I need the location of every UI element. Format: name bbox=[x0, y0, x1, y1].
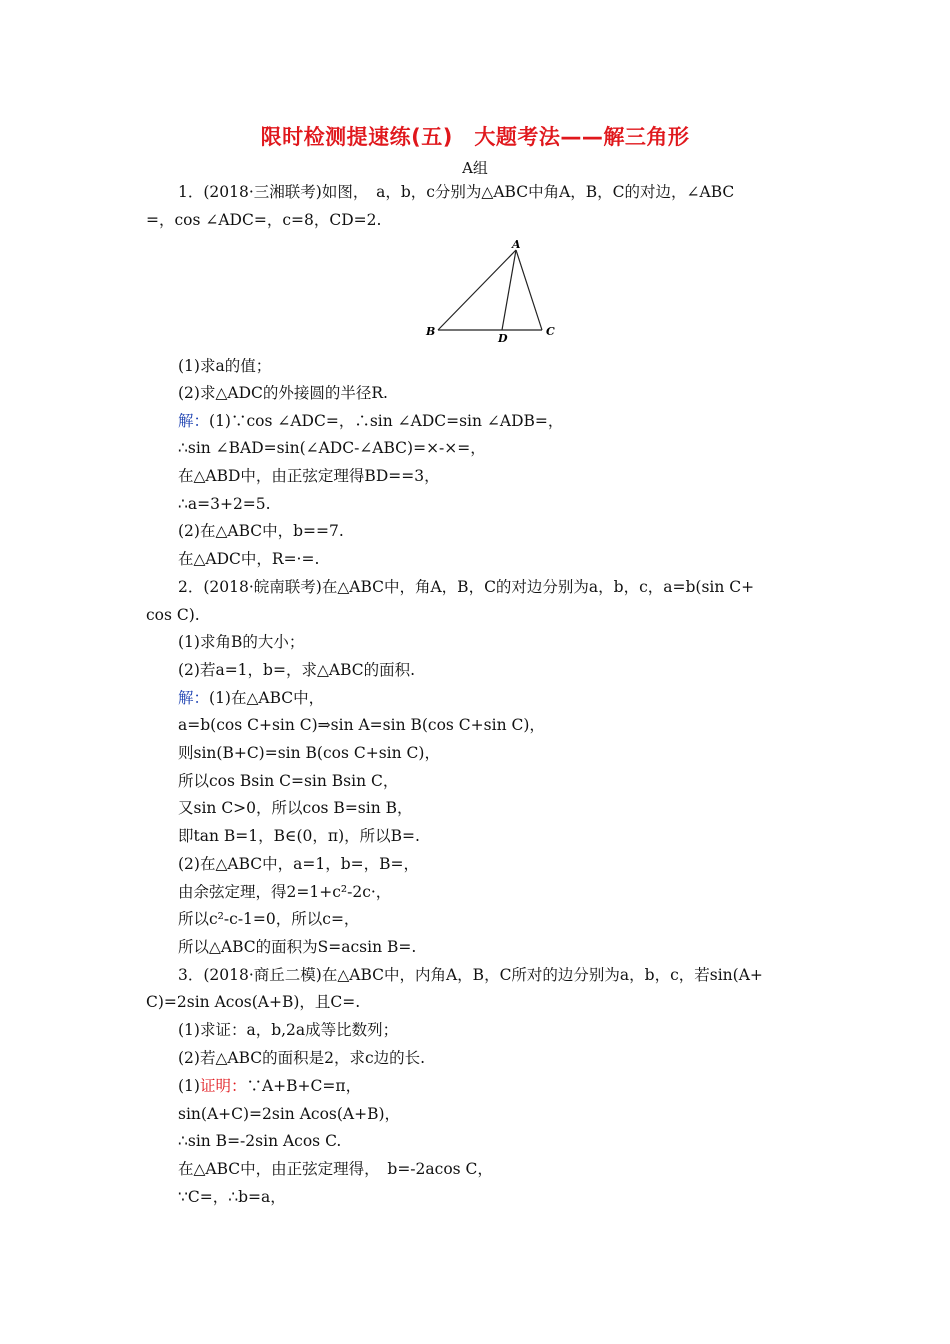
line-text: (1)求a的值； bbox=[178, 357, 272, 375]
text-line bbox=[178, 411, 563, 431]
text-line bbox=[178, 660, 415, 680]
text-line bbox=[178, 549, 319, 569]
text-line bbox=[178, 909, 359, 929]
text-line bbox=[146, 605, 200, 625]
line-text: (2)在△ABC中，a=1，b=，B=， bbox=[178, 855, 419, 873]
text-line bbox=[178, 715, 545, 735]
text-line bbox=[146, 992, 360, 1012]
line-text: 2．(2018·皖南联考)在△ABC中，角A，B，C的对边分别为a，b，c，a=b(sin C+ bbox=[178, 578, 755, 596]
line-text: C)=2sin Acos(A+B)，且C=. bbox=[146, 993, 361, 1011]
text-line bbox=[178, 1104, 400, 1124]
line-text: 在△ABC中，由正弦定理得， b=-2acos C， bbox=[178, 1160, 493, 1178]
line-text: sin(A+C)=2sin Acos(A+B)， bbox=[178, 1105, 401, 1123]
page-title: 限时检测提速练(五) 大题考法——解三角形 bbox=[260, 125, 690, 149]
text-line bbox=[146, 210, 381, 230]
triangle-figure bbox=[420, 238, 560, 346]
text-line bbox=[178, 632, 304, 652]
line-text: =，cos ∠ADC=，c=8，CD=2. bbox=[146, 211, 382, 229]
line-text: (2)在△ABC中，b==7. bbox=[178, 522, 344, 540]
line-text: (2)求△ADC的外接圆的半径R. bbox=[178, 384, 388, 402]
line-text: (1)∵cos ∠ADC=，∴sin ∠ADC=sin ∠ADB=， bbox=[209, 412, 564, 430]
text-line bbox=[178, 182, 734, 202]
line-text: (2)若a=1，b=，求△ABC的面积. bbox=[178, 661, 416, 679]
text-line bbox=[178, 882, 391, 902]
line-text: 3．(2018·商丘二模)在△ABC中，内角A，B，C所对的边分别为a，b，c，若sin(A+ bbox=[178, 966, 763, 984]
text-line bbox=[178, 688, 324, 708]
line-text: 1．(2018·三湘联考)如图， a，b，c分别为△ABC中角A，B，C的对边，∠ABC bbox=[178, 183, 735, 201]
line-text: ∴a=3+2=5. bbox=[178, 495, 271, 513]
line-text: 所以cos Bsin C=sin Bsin C， bbox=[178, 772, 399, 790]
line-text: a=b(cos C+sin C)⇒sin A=sin B(cos C+sin C)， bbox=[178, 716, 545, 734]
edge-ac bbox=[516, 250, 542, 330]
text-line bbox=[178, 743, 440, 763]
text-line bbox=[178, 965, 763, 985]
line-text: (1)求角B的大小； bbox=[178, 633, 305, 651]
line-text: 在△ABD中，由正弦定理得BD==3， bbox=[178, 467, 440, 485]
line-text: 所以c²-c-1=0，所以c=， bbox=[178, 910, 360, 928]
text-line bbox=[178, 937, 416, 957]
text-line bbox=[178, 438, 486, 458]
line-prefix: (1) bbox=[178, 1077, 200, 1095]
line-text: 由余弦定理，得2=1+c²-2c·， bbox=[178, 883, 392, 901]
vertex-label-d: D bbox=[498, 332, 508, 345]
text-line bbox=[178, 577, 754, 597]
text-line bbox=[178, 1187, 286, 1207]
line-text: 又sin C>0，所以cos B=sin B， bbox=[178, 799, 413, 817]
vertex-label-b: B bbox=[426, 325, 436, 338]
text-line bbox=[178, 798, 413, 818]
text-line bbox=[178, 771, 398, 791]
text-line bbox=[178, 1048, 425, 1068]
line-text: (1)在△ABC中， bbox=[209, 689, 325, 707]
line-text: 在△ADC中，R=·=. bbox=[178, 550, 320, 568]
text-line bbox=[178, 466, 440, 486]
text-line bbox=[178, 826, 420, 846]
line-text: cos C). bbox=[146, 606, 200, 624]
text-line bbox=[178, 383, 388, 403]
solution-label: 证明： bbox=[199, 1077, 247, 1095]
line-text: 即tan B=1，B∈(0，π)，所以B=. bbox=[178, 827, 420, 845]
line-text: 则sin(B+C)=sin B(cos C+sin C)， bbox=[178, 744, 440, 762]
text-line bbox=[178, 1020, 398, 1040]
line-text: 所以△ABC的面积为S=acsin B=. bbox=[178, 938, 417, 956]
solution-label: 解： bbox=[178, 412, 210, 430]
text-line bbox=[178, 1159, 493, 1179]
text-line bbox=[178, 1131, 341, 1151]
text-line bbox=[178, 494, 271, 514]
group-heading: A组 bbox=[462, 159, 488, 177]
line-text: ∵C=，∴b=a， bbox=[178, 1188, 286, 1206]
line-text: ∴sin B=-2sin Acos C. bbox=[178, 1132, 342, 1150]
vertex-label-c: C bbox=[546, 325, 555, 338]
line-text: ∵A+B+C=π， bbox=[246, 1077, 362, 1095]
solution-label: 解： bbox=[178, 689, 210, 707]
text-line bbox=[178, 356, 271, 376]
line-text: (1)求证：a，b,2a成等比数列； bbox=[178, 1021, 399, 1039]
vertex-label-a: A bbox=[512, 238, 521, 251]
text-line bbox=[178, 854, 419, 874]
text-line bbox=[178, 521, 344, 541]
line-text: ∴sin ∠BAD=sin(∠ADC-∠ABC)=×-×=， bbox=[178, 439, 486, 457]
line-text: (2)若△ABC的面积是2，求c边的长. bbox=[178, 1049, 426, 1067]
text-line bbox=[178, 1076, 361, 1096]
